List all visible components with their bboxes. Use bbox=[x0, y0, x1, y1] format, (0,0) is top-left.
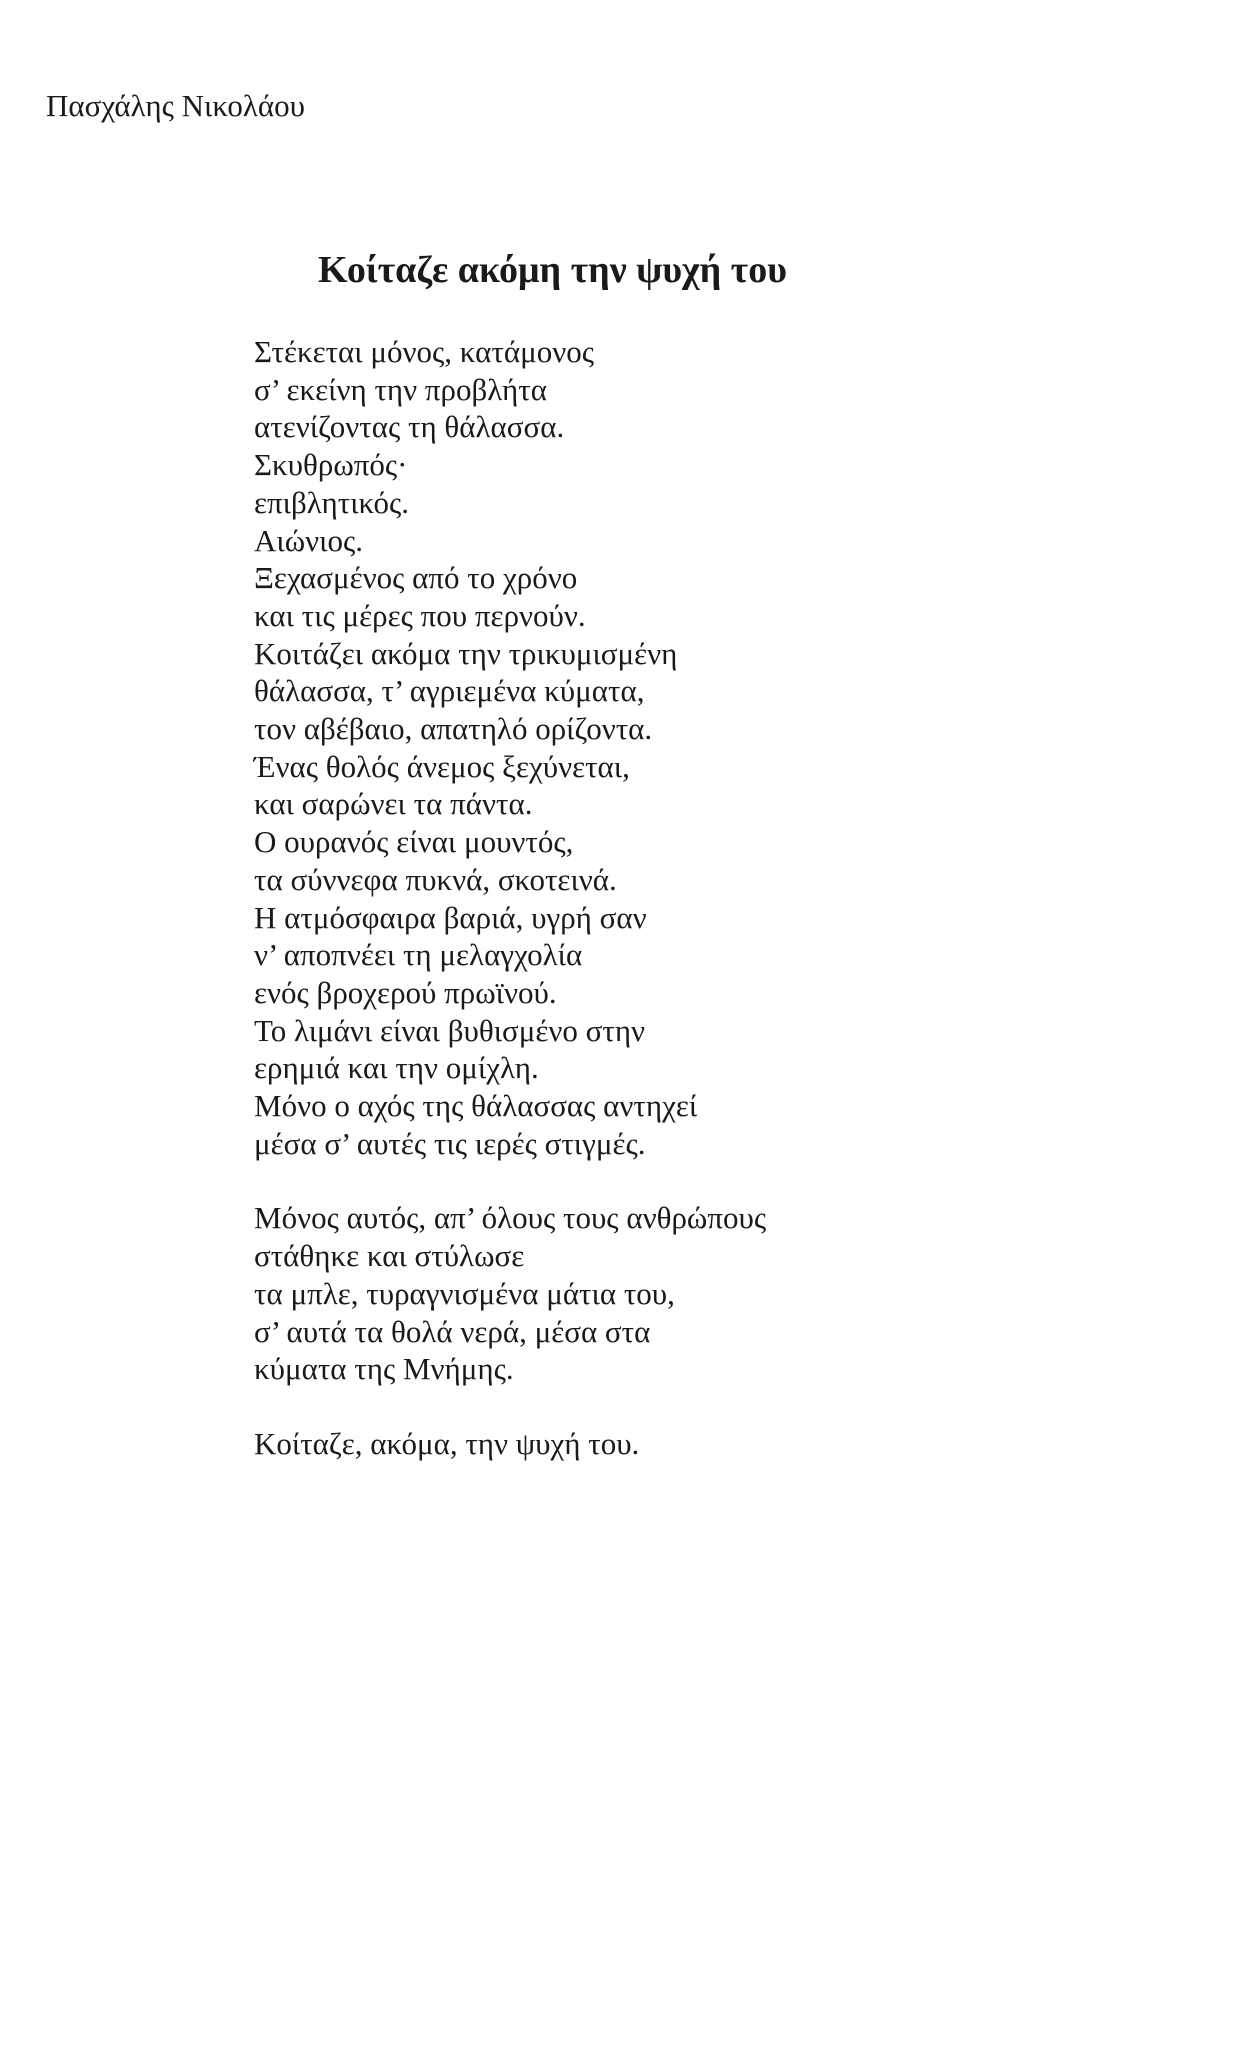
poem-line: ν’ αποπνέει τη μελαγχολία bbox=[254, 937, 583, 973]
stanza-3 bbox=[254, 1425, 1154, 1463]
stanza-1 bbox=[254, 333, 1154, 1162]
poem-line: Μόνος αυτός, απ’ όλους τους ανθρώπους bbox=[254, 1200, 767, 1236]
poem-line: κύματα της Μνήμης. bbox=[254, 1351, 514, 1387]
poem-line: Μόνο ο αχός της θάλασσας αντηχεί bbox=[254, 1088, 698, 1124]
poem-line: τον αβέβαιο, απατηλό ορίζοντα. bbox=[254, 711, 653, 747]
poem-line: σ’ εκείνη την προβλήτα bbox=[254, 371, 547, 407]
poem-line: θάλασσα, τ’ αγριεμένα κύματα, bbox=[254, 673, 645, 709]
poem-line: Στέκεται μόνος, κατάμονος bbox=[254, 334, 595, 369]
poem-line: σ’ αυτά τα θολά νερά, μέσα στα bbox=[254, 1313, 651, 1349]
stanza-2 bbox=[254, 1199, 1154, 1388]
poem-line: στάθηκε και στύλωσε bbox=[254, 1238, 525, 1274]
poem-body bbox=[254, 333, 1154, 1463]
poem-line: και τις μέρες που περνούν. bbox=[254, 597, 586, 633]
poem-line: Ένας θολός άνεμος ξεχύνεται, bbox=[254, 748, 630, 784]
poem-line: τα σύννεφα πυκνά, σκοτεινά. bbox=[254, 861, 617, 897]
poem-line: Η ατμόσφαιρα βαριά, υγρή σαν bbox=[254, 899, 647, 935]
poem-line: και σαρώνει τα πάντα. bbox=[254, 786, 533, 822]
poem-line: Ξεχασμένος από το χρόνο bbox=[254, 560, 578, 596]
poem-title: Κοίταζε ακόμη την ψυχή του bbox=[318, 249, 787, 291]
poem-line: Σκυθρωπός· bbox=[254, 447, 408, 483]
poem-line: μέσα σ’ αυτές τις ιερές στιγμές. bbox=[254, 1125, 646, 1161]
poem-line: τα μπλε, τυραγνισμένα μάτια του, bbox=[254, 1275, 675, 1311]
poem-line: ερημιά και την ομίχλη. bbox=[254, 1050, 539, 1086]
poem-line: ενός βροχερού πρωϊνού. bbox=[254, 974, 557, 1010]
poem-line: Ο ουρανός είναι μουντός, bbox=[254, 824, 574, 860]
poem-line: ατενίζοντας τη θάλασσα. bbox=[254, 409, 565, 445]
poem-line: Αιώνιος. bbox=[254, 522, 364, 558]
poem-line: επιβλητικός. bbox=[254, 484, 410, 520]
poem-line: Κοιτάζει ακόμα την τρικυμισμένη bbox=[254, 635, 678, 671]
poem-line: Κοίταζε, ακόμα, την ψυχή του. bbox=[254, 1425, 640, 1461]
author-name: Πασχάλης Νικολάου bbox=[46, 88, 305, 123]
poem-line: Το λιμάνι είναι βυθισμένο στην bbox=[254, 1012, 646, 1048]
